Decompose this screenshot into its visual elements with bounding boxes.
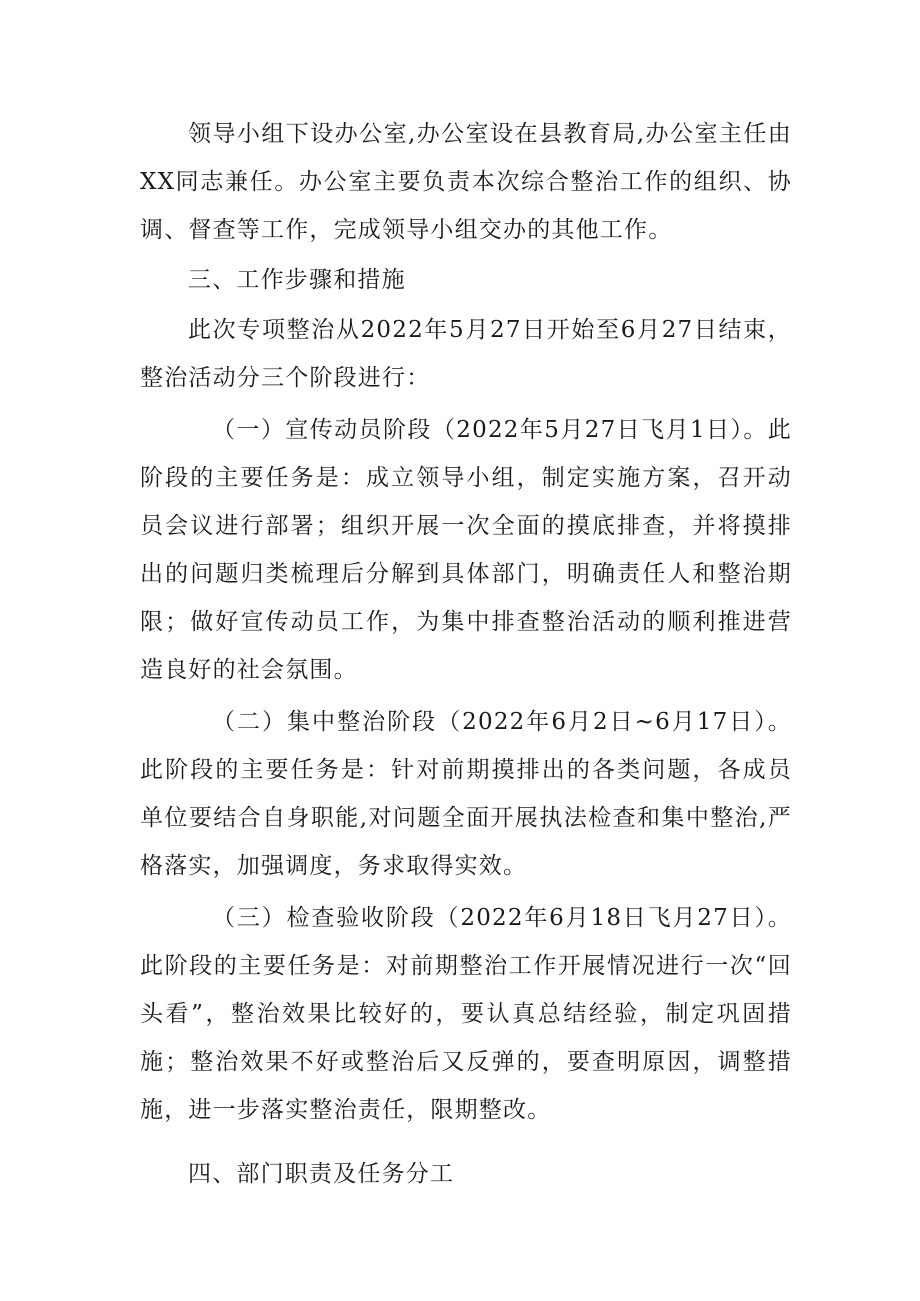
paragraph-phase-one: （一）宣传动员阶段（2022年5月27日飞月1日）。此阶段的主要任务是：成立领导小组，制定实施方案，召开动员会议进行部署；组织开展一次全面的摸底排查，并将摸排出的问题归类梳理后分解到具体部门，明确责任人和整治期限；做好宣传动员工作，为集中排查整治活动的顺利推进营造良好的社会氛围。 — [140, 417, 792, 683]
section-heading-steps: 三、工作步骤和措施 — [188, 267, 406, 293]
document-body — [140, 110, 792, 1198]
paragraph-schedule: 此次专项整治从2022年5月27日开始至6月27日结束，整治活动分三个阶段进行： — [140, 317, 792, 391]
paragraph-phase-three: （三）检查验收阶段（2022年6月18日飞月27日）。此阶段的主要任务是：对前期整治工作开展情况进行一次“回头看”，整治效果比较好的，要认真总结经验，制定巩固措施；整治效果不好或整治后又反弹的，要查明原因，调整措施，进一步落实整治责任，限期整改。 — [140, 905, 792, 1123]
paragraph-phase-two: （二）集中整治阶段（2022年6月2日~6月17日）。此阶段的主要任务是：针对前期摸排出的各类问题，各成员单位要结合自身职能,对问题全面开展执法检查和集中整治,严格落实，加强调度，务求取得实效。 — [140, 709, 792, 879]
paragraph-office-setup: 领导小组下设办公室,办公室设在县教育局,办公室主任由XX同志兼任。办公室主要负责本次综合整治工作的组织、协调、督查等工作，完成领导小组交办的其他工作。 — [140, 121, 792, 243]
section-heading-duties: 四、部门职责及任务分工 — [188, 1161, 455, 1187]
